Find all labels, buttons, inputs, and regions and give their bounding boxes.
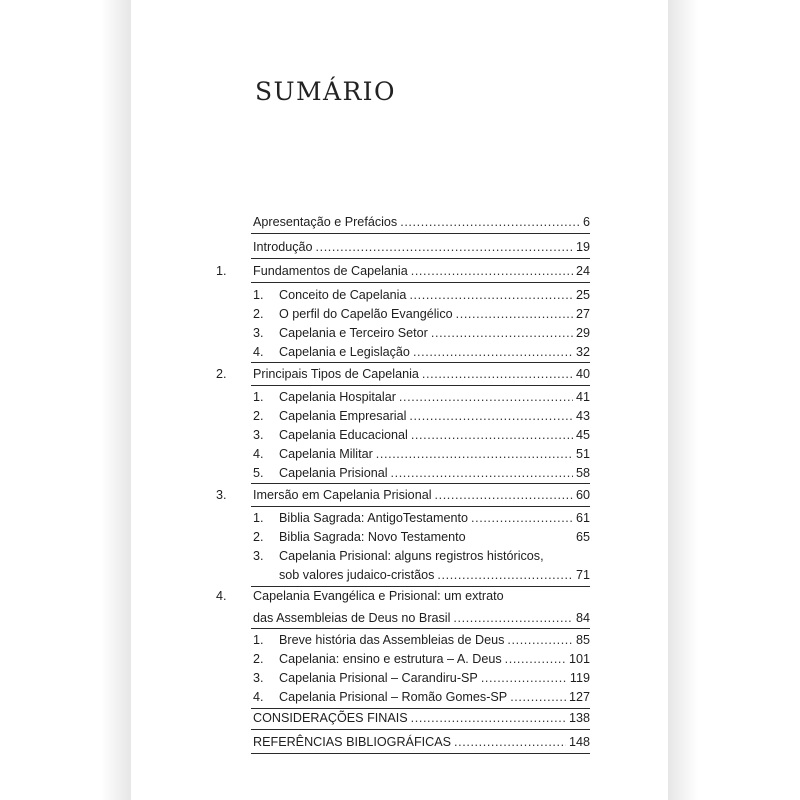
subentry-number: 1. <box>253 390 264 404</box>
divider <box>251 729 590 730</box>
toc-entry-text: CONSIDERAÇÕES FINAIS <box>253 711 408 725</box>
chapter-title: Principais Tipos de Capelania <box>253 367 419 381</box>
toc-subentry <box>253 445 590 465</box>
subentry-text: Capelania Prisional – Romão Gomes-SP <box>279 690 508 704</box>
subentry-number: 5. <box>253 466 264 480</box>
toc-page-number: 65 <box>575 530 590 544</box>
toc-subentry <box>253 669 590 689</box>
toc-page-number: 61 <box>575 511 590 525</box>
toc-chapter-3 <box>216 486 590 506</box>
toc-subentry <box>253 547 544 567</box>
toc-subentry <box>253 388 590 408</box>
dot-leader <box>413 343 573 363</box>
toc-page-number: 84 <box>575 611 590 625</box>
toc-page-number: 127 <box>568 690 590 704</box>
subentry-text: Capelania Prisional – Carandiru-SP <box>279 671 478 685</box>
subentry-number: 4. <box>253 447 264 461</box>
toc-subentry <box>253 650 590 670</box>
dot-leader <box>409 286 573 306</box>
dot-leader <box>471 509 573 529</box>
subentry-text-continued: sob valores judaico-cristãos <box>279 568 435 582</box>
dot-leader <box>376 445 573 465</box>
toc-entry-text: REFERÊNCIAS BIBLIOGRÁFICAS <box>253 735 452 749</box>
toc-chapter-2 <box>216 365 590 385</box>
dot-leader <box>453 609 573 629</box>
subentry-number: 4. <box>253 345 264 359</box>
chapter-title: Imersão em Capelania Prisional <box>253 488 432 502</box>
dot-leader <box>435 486 573 506</box>
subentry-text: Biblia Sagrada: AntigoTestamento <box>279 511 469 525</box>
dot-leader <box>411 426 573 446</box>
toc-page-number: 24 <box>575 264 590 278</box>
dot-leader <box>422 365 573 385</box>
toc-subentry <box>253 528 590 548</box>
toc-page-number: 41 <box>575 390 590 404</box>
subentry-number: 1. <box>253 288 264 302</box>
subentry-number: 2. <box>253 530 264 544</box>
subentry-number: 2. <box>253 652 264 666</box>
toc-chapter-1 <box>216 262 590 282</box>
subentry-text: Capelania Hospitalar <box>279 390 396 404</box>
toc-subentry <box>253 305 590 325</box>
dot-leader <box>400 213 580 233</box>
toc-subentry <box>253 343 590 363</box>
toc-entry-apresentacao <box>253 213 590 233</box>
dot-leader <box>411 709 566 729</box>
toc-page-number: 60 <box>575 488 590 502</box>
toc-entry-text: Apresentação e Prefácios <box>253 215 398 229</box>
toc-subentry <box>253 426 590 446</box>
toc-page-number: 32 <box>575 345 590 359</box>
dot-leader <box>411 262 573 282</box>
chapter-title-continued: das Assembleias de Deus no Brasil <box>253 611 451 625</box>
toc-page-number: 119 <box>569 671 590 685</box>
chapter-number: 2. <box>216 367 227 381</box>
dot-leader <box>431 324 573 344</box>
toc-subentry <box>253 509 590 529</box>
divider <box>251 233 590 234</box>
toc-subentry <box>253 688 590 708</box>
subentry-text: Capelania e Terceiro Setor <box>279 326 428 340</box>
dot-leader <box>456 305 573 325</box>
dot-leader <box>510 688 566 708</box>
divider <box>251 258 590 259</box>
dot-leader <box>481 669 567 689</box>
toc-page-number: 19 <box>575 240 590 254</box>
toc-page-number: 138 <box>568 711 590 725</box>
page-title: SUMÁRIO <box>255 77 396 106</box>
toc-subentry <box>253 324 590 344</box>
subentry-text: Capelania Prisional <box>279 466 388 480</box>
toc-page-number: 25 <box>575 288 590 302</box>
divider <box>251 362 590 363</box>
page-shadow-left <box>101 0 131 800</box>
subentry-text: Capelania Militar <box>279 447 373 461</box>
toc-page-number: 40 <box>575 367 590 381</box>
page-shadow-right <box>668 0 698 800</box>
book-page <box>131 0 668 800</box>
divider <box>251 628 590 629</box>
subentry-text: Capelania Educacional <box>279 428 408 442</box>
toc-page-number: 58 <box>575 466 590 480</box>
subentry-text: O perfil do Capelão Evangélico <box>279 307 453 321</box>
subentry-number: 3. <box>253 549 264 563</box>
dot-leader <box>454 733 566 753</box>
subentry-number: 2. <box>253 307 264 321</box>
subentry-number: 4. <box>253 690 264 704</box>
dot-leader <box>507 631 573 651</box>
subentry-text: Capelania e Legislação <box>279 345 410 359</box>
toc-page-number: 71 <box>575 568 590 582</box>
chapter-number: 3. <box>216 488 227 502</box>
dot-leader <box>399 388 573 408</box>
subentry-number: 3. <box>253 326 264 340</box>
toc-page-number: 45 <box>575 428 590 442</box>
subentry-number: 3. <box>253 671 264 685</box>
dot-leader <box>316 238 573 258</box>
subentry-text: Capelania: ensino e estrutura – A. Deus <box>279 652 502 666</box>
subentry-number: 3. <box>253 428 264 442</box>
toc-subentry <box>253 286 590 306</box>
subentry-text: Breve história das Assembleias de Deus <box>279 633 505 647</box>
toc-entry-text: Introdução <box>253 240 313 254</box>
divider <box>251 753 590 754</box>
toc-page-number: 85 <box>575 633 590 647</box>
chapter-title: Capelania Evangélica e Prisional: um extrato <box>253 589 504 603</box>
subentry-number: 1. <box>253 511 264 525</box>
subentry-number: 2. <box>253 409 264 423</box>
toc-chapter-4 <box>216 587 504 607</box>
chapter-number: 4. <box>216 589 227 603</box>
subentry-text: Biblia Sagrada: Novo Testamento <box>279 530 466 544</box>
toc-page-number: 43 <box>575 409 590 423</box>
toc-page-number: 148 <box>568 735 590 749</box>
subentry-text: Capelania Empresarial <box>279 409 407 423</box>
dot-leader <box>409 407 573 427</box>
toc-page-number: 27 <box>575 307 590 321</box>
toc-chapter-4-continuation <box>253 609 590 629</box>
subentry-number: 1. <box>253 633 264 647</box>
toc-page-number: 29 <box>575 326 590 340</box>
toc-subentry <box>253 407 590 427</box>
toc-entry-consideracoes <box>253 709 590 729</box>
toc-subentry <box>253 631 590 651</box>
toc-entry-introducao <box>253 238 590 258</box>
subentry-text: Conceito de Capelania <box>279 288 407 302</box>
dot-leader <box>437 566 573 586</box>
chapter-number: 1. <box>216 264 227 278</box>
toc-page-number: 6 <box>582 215 590 229</box>
toc-subentry <box>253 464 590 484</box>
dot-leader <box>391 464 573 484</box>
chapter-title: Fundamentos de Capelania <box>253 264 408 278</box>
divider <box>251 483 590 484</box>
toc-page-number: 101 <box>568 652 590 666</box>
divider <box>251 385 590 386</box>
toc-page-number: 51 <box>575 447 590 461</box>
divider <box>251 506 590 507</box>
toc-subentry-continuation <box>279 566 590 586</box>
divider <box>251 282 590 283</box>
toc-entry-referencias <box>253 733 590 753</box>
dot-leader <box>505 650 566 670</box>
subentry-text: Capelania Prisional: alguns registros históricos, <box>279 549 544 563</box>
